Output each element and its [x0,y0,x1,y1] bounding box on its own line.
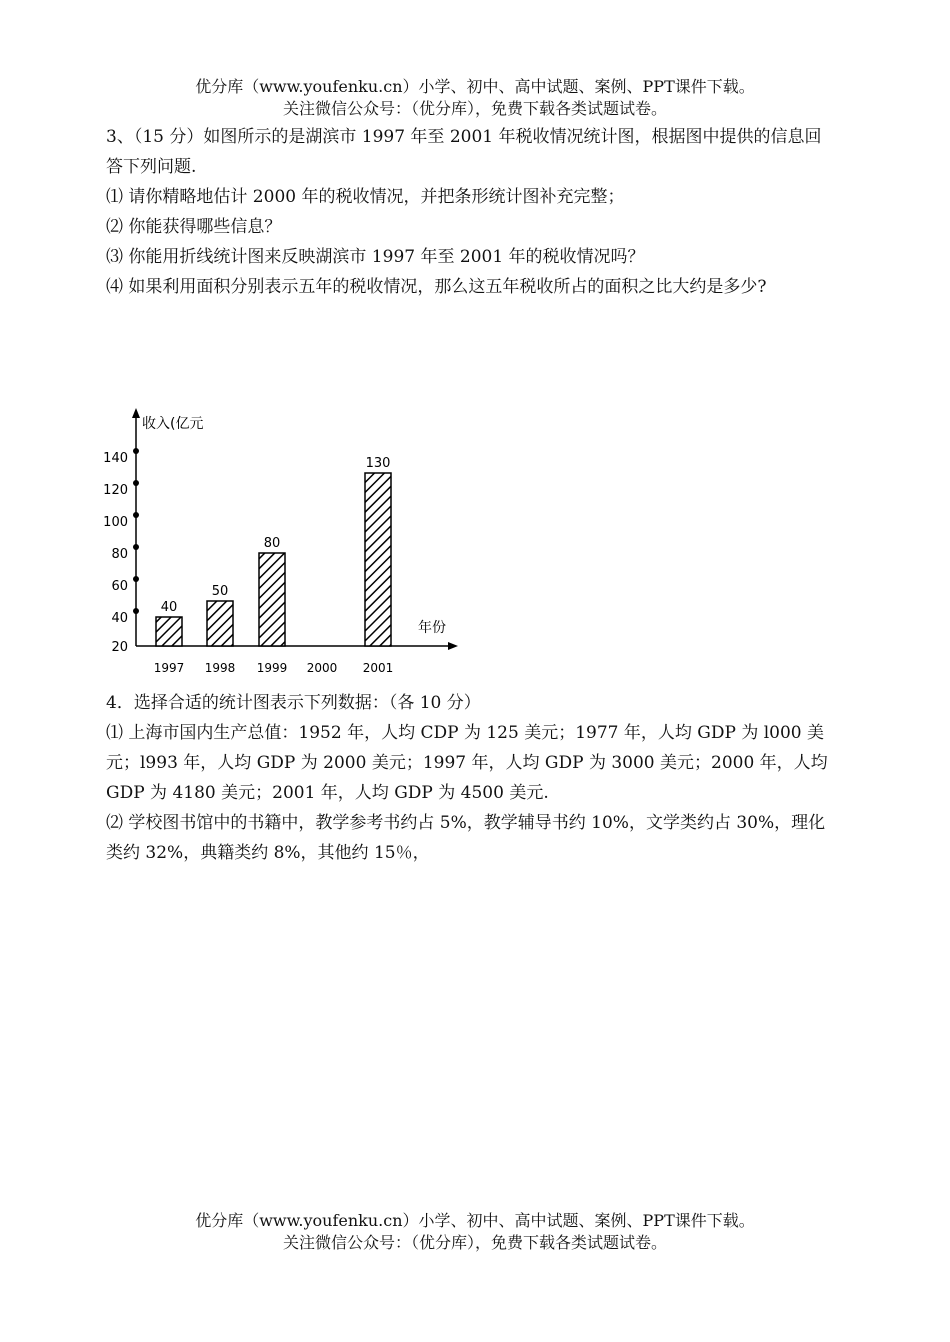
bar-1998 [207,601,233,646]
question-4-item-1: ⑴ 上海市国内生产总值：1952 年，人均 CDP 为 125 美元；1977 年，人均 GDP 为 l000 美元；l993 年，人均 GDP 为 2000 美元；1997 年，人均 GDP 为 3000 美元；2000 年，人均 GDP 为 4180 美元；2001 年，人均 GDP 为 4500 美元. [106,723,828,803]
y-tick-dot [133,480,139,486]
question-3-stem: 3、（15 分）如图所示的是湖滨市 1997 年至 2001 年税收情况统计图，根据图中提供的信息回答下列问题. [106,127,822,177]
data-label: 130 [365,456,391,471]
bar-1999 [259,553,285,646]
bar-1997 [156,617,182,646]
y-tick-label: 80 [111,547,128,562]
y-tick-label: 40 [111,611,128,626]
question-4 [106,688,836,868]
y-tick-dot [133,544,139,550]
question-3-item-2: ⑵ 你能获得哪些信息？ [106,217,282,237]
y-axis-label: 收入(亿元 [142,416,204,432]
y-tick-label: 20 [111,640,128,655]
y-tick-label: 100 [103,515,128,530]
x-tick-label: 1997 [153,661,185,675]
header-line-1: 优分库（www.youfenku.cn）小学、初中、高中试题、案例、PPT课件下载。 [195,77,755,96]
x-tick-label: 1998 [204,661,236,675]
question-4-stem: 4．选择合适的统计图表示下列数据：（各 10 分） [106,693,481,713]
question-4-item-2: ⑵ 学校图书馆中的书籍中，教学参考书约占 5%，教学辅导书约 10%，文学类约占 30%，理化类约 32%，典籍类约 8%，其他约 15％， [106,813,826,863]
x-tick-label: 2000 [306,661,338,675]
y-tick-dot [133,448,139,454]
data-label: 50 [211,584,229,599]
footer-line-2: 关注微信公众号：（优分库），免费下载各类试题试卷。 [282,1233,667,1252]
question-3 [106,122,836,302]
data-label: 40 [160,600,178,615]
page-header [0,76,950,120]
tax-bar-chart [100,400,470,690]
y-tick-dot [133,608,139,614]
y-tick-label: 140 [103,451,128,466]
y-tick-dot [133,576,139,582]
header-line-2: 关注微信公众号：（优分库），免费下载各类试题试卷。 [282,99,667,118]
question-3-item-1: ⑴ 请你精略地估计 2000 年的税收情况，并把条形统计图补充完整； [106,187,625,207]
x-axis [136,642,458,650]
footer-line-1: 优分库（www.youfenku.cn）小学、初中、高中试题、案例、PPT课件下载。 [195,1211,755,1230]
x-tick-label: 1999 [256,661,288,675]
page-footer [0,1210,950,1254]
y-tick-label: 60 [111,579,128,594]
question-3-item-3: ⑶ 你能用折线统计图来反映湖滨市 1997 年至 2001 年的税收情况吗？ [106,247,645,267]
y-tick-dot [133,512,139,518]
data-label: 80 [263,536,281,551]
question-3-item-4: ⑷ 如果利用面积分别表示五年的税收情况，那么这五年税收所占的面积之比大约是多少? [106,277,767,297]
x-tick-label: 2001 [362,661,394,675]
y-tick-label: 120 [103,483,128,498]
x-axis-label: 年份 [418,620,446,636]
bar-2001 [365,473,391,646]
